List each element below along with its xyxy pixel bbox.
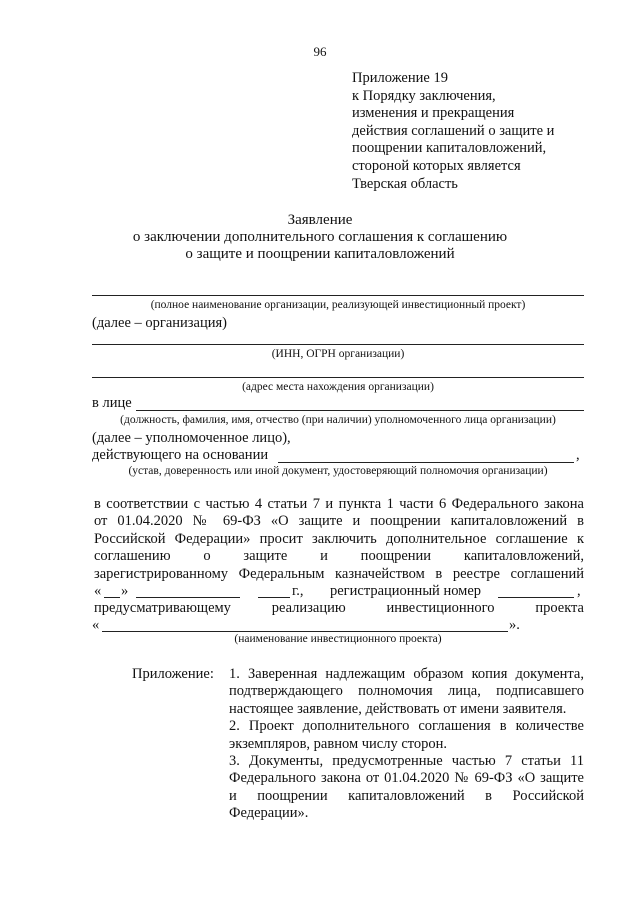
appendix-line: к Порядку заключения, xyxy=(352,87,496,104)
title-line: о заключении дополнительного соглашения к соглашению xyxy=(132,229,508,245)
address-caption: (адрес места нахождения организации) xyxy=(242,381,434,393)
date-day-line xyxy=(104,597,120,598)
basis-end: , xyxy=(576,447,580,463)
project-caption: (наименование инвестиционного проекта) xyxy=(234,633,442,645)
project-close: ». xyxy=(509,617,520,633)
appendix-line: стороной которых является xyxy=(352,157,521,174)
reg-end: , xyxy=(577,583,581,599)
body-line: в соответствии с частью 4 статьи 7 и пункта 1 части 6 Федерального закона xyxy=(94,496,584,512)
attachment-item: 3. Документы, предусмотренные частью 7 статьи 11 Федерального закона от 01.04.2020 № 69-ФЗ «О защите и поощрении капиталовложений в Российской Федерации». xyxy=(229,753,584,822)
appendix-line: Приложение 19 xyxy=(352,70,448,86)
appendix-line: Тверская область xyxy=(352,175,458,192)
year-suffix: г., xyxy=(292,583,304,599)
date-year-line xyxy=(258,597,290,598)
page-number: 96 xyxy=(313,44,327,59)
inn-caption: (ИНН, ОГРН организации) xyxy=(271,348,405,360)
org-name-caption: (полное наименование организации, реализующей инвестиционный проект) xyxy=(150,299,526,311)
basis-line xyxy=(278,462,574,463)
provides-paragraph xyxy=(94,600,584,617)
inn-line xyxy=(92,344,584,345)
project-name-line xyxy=(102,631,508,632)
date-close: » xyxy=(121,583,129,599)
project-open: « xyxy=(92,617,100,633)
document-title xyxy=(0,212,640,263)
appendix-line: действия соглашений о защите и xyxy=(352,122,555,139)
person-line xyxy=(136,410,584,411)
body-line: соглашению о защите и поощрении капиталовложений, xyxy=(94,548,584,565)
date-open: « xyxy=(94,583,102,599)
attachments-list xyxy=(229,666,584,823)
body-line: зарегистрированному Федеральным казначейством в реестре соглашений xyxy=(94,565,584,582)
person-label: в лице xyxy=(92,395,132,411)
appendix-line: изменения и прекращения xyxy=(352,105,515,122)
person-caption: (должность, фамилия, имя, отчество (при наличии) уполномоченного лица организации) xyxy=(120,414,556,426)
person-after-label: (далее – уполномоченное лицо), xyxy=(92,430,291,446)
org-name-line xyxy=(92,295,584,296)
appendix-line: поощрении капиталовложений, xyxy=(352,140,547,157)
basis-label: действующего на основании xyxy=(92,447,269,463)
body-line: Российской Федерации» просит заключить дополнительное соглашение к xyxy=(94,530,584,547)
title-line: Заявление xyxy=(287,212,353,228)
reg-number-label: регистрационный номер xyxy=(330,583,482,599)
attachment-item: 1. Заверенная надлежащим образом копия документа, подтверждающего полномочия лица, подписавшего настоящее заявление, действовать от имени заявителя. xyxy=(229,666,584,717)
attachments-label: Приложение: xyxy=(132,666,214,682)
org-after-label: (далее – организация) xyxy=(92,315,227,331)
body-line: от 01.04.2020 № 69-ФЗ «О защите и поощрении капиталовложений в xyxy=(94,513,584,530)
body-paragraph xyxy=(94,496,584,583)
provides-line: предусматривающему реализацию инвестиционного проекта xyxy=(94,600,584,616)
appendix-header xyxy=(352,70,612,193)
title-line: о защите и поощрении капиталовложений xyxy=(185,246,455,262)
date-month-line xyxy=(136,597,240,598)
address-line xyxy=(92,377,584,378)
reg-number-line xyxy=(498,597,574,598)
basis-caption: (устав, доверенность или иной документ, удостоверяющий полномочия организации) xyxy=(128,465,548,477)
attachment-item: 2. Проект дополнительного соглашения в количестве экземпляров, равном числу сторон. xyxy=(229,718,584,752)
